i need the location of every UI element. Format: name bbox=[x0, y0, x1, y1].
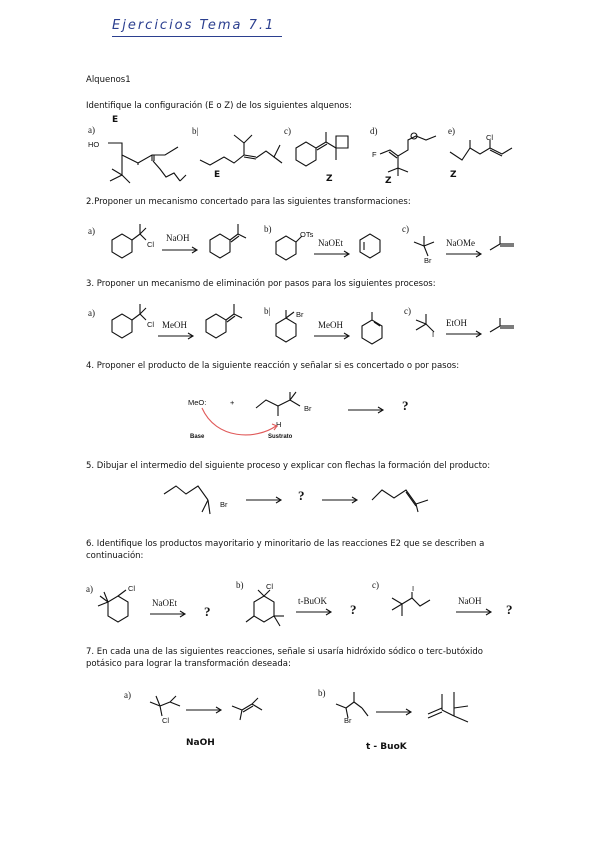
q4-base-label: Base bbox=[190, 434, 205, 440]
q6-reagent-c: NaOH bbox=[458, 596, 482, 606]
q5-arrow-1 bbox=[246, 496, 286, 504]
q3a-product bbox=[200, 304, 245, 344]
q1-atom-f: F bbox=[372, 150, 377, 159]
q6b-cl: Cl bbox=[266, 582, 274, 591]
q5-unknown: ? bbox=[298, 488, 305, 503]
q7b-reactant bbox=[334, 688, 374, 728]
q4-text: 4. Proponer el producto de la siguiente reacción y señalar si es concertado o por pasos: bbox=[86, 361, 460, 371]
q1-answer-b: E bbox=[214, 170, 221, 180]
q3b-atom-br: Br bbox=[296, 310, 304, 319]
q2-text: 2.Proponer un mecanismo concertado para las siguientes transformaciones: bbox=[86, 197, 411, 207]
q1-answer-a: E bbox=[112, 115, 119, 125]
q4-meo: MeO: bbox=[188, 398, 207, 407]
q4-h: H bbox=[276, 420, 282, 429]
q3-label-c: c) bbox=[404, 306, 411, 316]
q7a-arrow bbox=[186, 706, 226, 714]
q1-answer-c: Z bbox=[326, 174, 333, 184]
q7-text: 7. En cada una de las siguientes reacciones, señale si usaría hidróxido sódico o terc-butóxido potásico para lograr la transformación deseada: bbox=[86, 647, 483, 669]
q3-label-b: b| bbox=[264, 306, 271, 316]
q1-answer-e: Z bbox=[450, 170, 457, 180]
q6a-arrow bbox=[150, 610, 190, 618]
q6c-i: I bbox=[412, 584, 415, 593]
q2-reagent-c: NaOMe bbox=[446, 238, 475, 248]
q3-label-a: a) bbox=[88, 308, 95, 318]
q3b-product bbox=[356, 310, 392, 346]
q5-text: 5. Dibujar el intermedio del siguiente proceso y explicar con flechas la formación del producto: bbox=[86, 461, 491, 471]
q4-plus: + bbox=[230, 398, 235, 407]
q2b-product bbox=[356, 230, 386, 260]
q6-label-c: c) bbox=[372, 580, 379, 590]
q1-atom-cl: Cl bbox=[486, 133, 494, 142]
q1-label-d: d) bbox=[370, 126, 378, 136]
q2c-product bbox=[488, 236, 518, 256]
q3c-atom-i: I bbox=[432, 330, 435, 339]
q3-reagent-a: MeOH bbox=[162, 320, 187, 330]
q1d-structure bbox=[378, 128, 443, 178]
q6c-unknown: ? bbox=[506, 602, 513, 617]
q2b-atom-ots: OTs bbox=[300, 230, 314, 239]
q3b-arrow bbox=[314, 332, 354, 340]
q3c-arrow bbox=[446, 330, 486, 338]
q6c-arrow bbox=[456, 608, 496, 616]
q2c-arrow bbox=[446, 250, 486, 258]
q4-substrate-label: Sustrato bbox=[268, 434, 293, 440]
q7a-product bbox=[228, 696, 268, 726]
q1e-structure bbox=[450, 140, 520, 175]
q7b-product bbox=[424, 688, 484, 728]
q2-label-b: b) bbox=[264, 224, 272, 234]
q7-answer-b: t - BuoK bbox=[366, 742, 407, 752]
q1-atom-ho: HO bbox=[88, 140, 100, 149]
q6b-unknown: ? bbox=[350, 602, 357, 617]
q1c-structure bbox=[286, 128, 366, 173]
q5-arrow-2 bbox=[322, 496, 362, 504]
q3-reagent-b: MeOH bbox=[318, 320, 343, 330]
q5-reactant bbox=[164, 486, 224, 526]
q2a-atom-cl: Cl bbox=[147, 240, 155, 249]
q1a-structure bbox=[100, 125, 190, 185]
q4-br: Br bbox=[304, 404, 312, 413]
q6a-unknown: ? bbox=[204, 604, 211, 619]
q1b-structure bbox=[200, 125, 290, 175]
q6-reagent-a: NaOEt bbox=[152, 598, 177, 608]
q6-text: 6. Identifique los productos mayoritario y minoritario de las reacciones E2 que se describen a continuación: bbox=[86, 539, 485, 561]
q6c-reactant bbox=[390, 592, 440, 622]
q7-answer-a: NaOH bbox=[186, 738, 215, 748]
q6a-reactant bbox=[96, 586, 146, 636]
q3a-arrow bbox=[158, 332, 198, 340]
q2-label-a: a) bbox=[88, 226, 95, 236]
q7b-arrow bbox=[376, 708, 416, 716]
title-underline bbox=[112, 36, 282, 37]
q2-label-c: c) bbox=[402, 224, 409, 234]
q7-label-a: a) bbox=[124, 690, 131, 700]
q5-product bbox=[372, 484, 442, 514]
q7a-cl: Cl bbox=[162, 716, 170, 725]
q3-reagent-c: EtOH bbox=[446, 318, 467, 328]
q3a-atom-cl: Cl bbox=[147, 320, 155, 329]
section-heading: Alquenos1 bbox=[86, 75, 131, 85]
q1-label-a: a) bbox=[88, 125, 95, 135]
q1-answer-d: Z bbox=[385, 176, 392, 186]
q2-reagent-b: NaOEt bbox=[318, 238, 343, 248]
q1-label-c: c) bbox=[284, 126, 291, 136]
q6-label-b: b) bbox=[236, 580, 244, 590]
q5-br: Br bbox=[220, 500, 228, 509]
q3c-product bbox=[488, 318, 518, 338]
q2a-arrow bbox=[162, 246, 202, 254]
q2-reagent-a: NaOH bbox=[166, 233, 190, 243]
q2a-product bbox=[204, 224, 249, 264]
q6-reagent-b: t-BuOK bbox=[298, 596, 327, 606]
q1-label-e: e) bbox=[448, 126, 455, 136]
q2c-atom-br: Br bbox=[424, 256, 432, 265]
q3c-reactant bbox=[412, 310, 442, 340]
q7b-br: Br bbox=[344, 716, 352, 725]
q4-arrow bbox=[348, 406, 388, 414]
q1-label-b: b| bbox=[192, 126, 199, 136]
q2b-arrow bbox=[314, 250, 354, 258]
q4-unknown: ? bbox=[402, 398, 409, 413]
q1-text: Identifique la configuración (E o Z) de los siguientes alquenos: bbox=[86, 101, 352, 111]
q6-label-a: a) bbox=[86, 584, 93, 594]
q6b-arrow bbox=[296, 608, 336, 616]
q6b-reactant bbox=[240, 586, 290, 636]
page-title: Ejercicios Tema 7.1 bbox=[112, 18, 276, 33]
q3-text: 3. Proponer un mecanismo de eliminación por pasos para los siguientes procesos: bbox=[86, 279, 436, 289]
q6a-cl: Cl bbox=[128, 584, 136, 593]
q7-label-b: b) bbox=[318, 688, 326, 698]
